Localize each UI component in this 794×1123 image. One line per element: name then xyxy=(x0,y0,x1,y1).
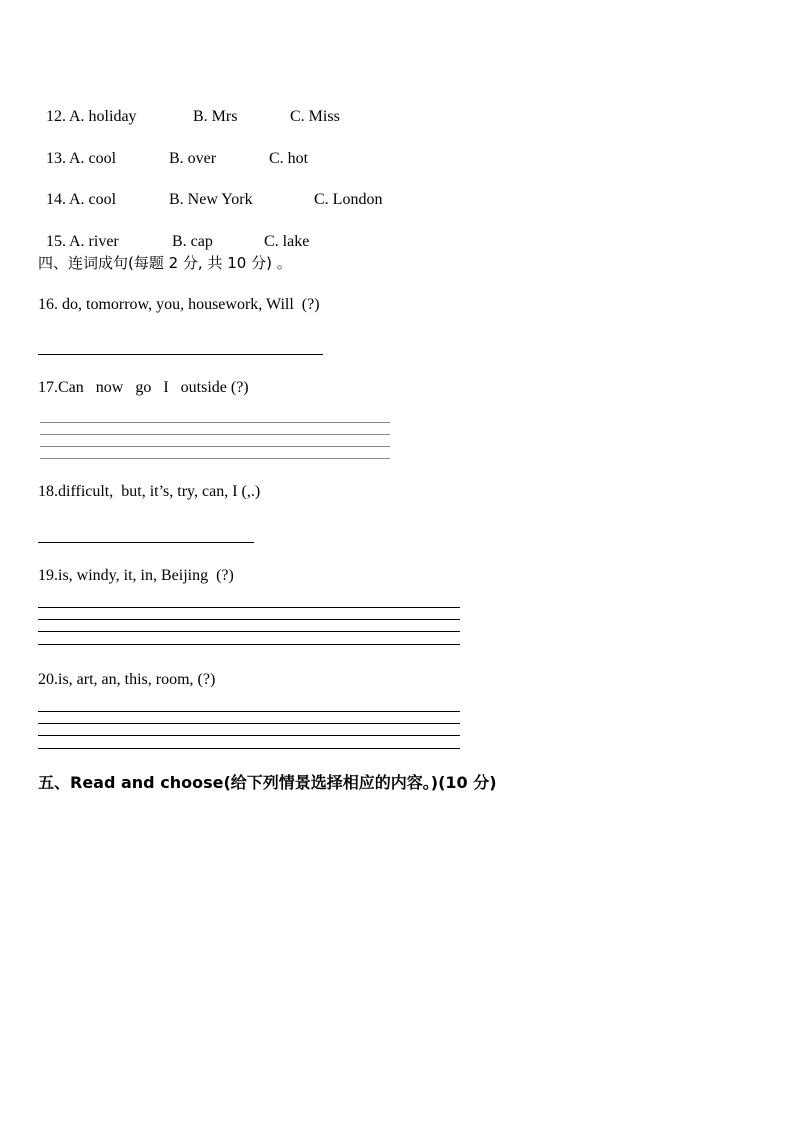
question-15 xyxy=(38,212,309,252)
question-number: 14. xyxy=(46,191,66,208)
question-17: 17.Can now go I outside (?) xyxy=(38,379,249,396)
option-c: C. Miss xyxy=(290,108,340,125)
answer-line xyxy=(38,619,460,620)
answer-line xyxy=(38,723,460,724)
answer-line xyxy=(38,735,460,736)
option-b: B. Mrs xyxy=(193,108,238,125)
question-13 xyxy=(38,129,308,169)
question-14 xyxy=(38,170,382,210)
option-b: B. over xyxy=(169,150,217,167)
question-20: 20.is, art, an, this, room, (?) xyxy=(38,671,216,688)
question-12 xyxy=(38,87,340,127)
option-c: C. London xyxy=(314,191,383,208)
option-b: B. New York xyxy=(169,191,253,208)
option-a: A. holiday xyxy=(69,108,137,125)
section-4-title: 四、连词成句(每题 2 分, 共 10 分) 。 xyxy=(38,254,292,272)
option-c: C. hot xyxy=(269,150,309,167)
question-number: 12. xyxy=(46,108,66,125)
answer-line xyxy=(40,446,390,447)
answer-line xyxy=(38,748,460,749)
option-a: A. river xyxy=(69,233,119,250)
answer-line xyxy=(38,644,460,645)
question-16: 16. do, tomorrow, you, housework, Will (?) xyxy=(38,296,320,313)
option-a: A. cool xyxy=(69,191,117,208)
answer-line xyxy=(38,711,460,712)
answer-line xyxy=(38,542,254,543)
question-number: 13. xyxy=(46,150,66,167)
answer-line xyxy=(40,458,390,459)
section-5-title: 五、Read and choose(给下列情景选择相应的内容。)(10 分) xyxy=(38,773,497,792)
option-c: C. lake xyxy=(264,233,310,250)
option-b: B. cap xyxy=(172,233,213,250)
answer-line xyxy=(38,631,460,632)
question-19: 19.is, windy, it, in, Beijing (?) xyxy=(38,567,234,584)
answer-line xyxy=(38,354,323,355)
question-18: 18.difficult, but, it’s, try, can, I (,.) xyxy=(38,483,261,500)
option-a: A. cool xyxy=(69,150,117,167)
question-number: 15. xyxy=(46,233,66,250)
answer-line xyxy=(40,434,390,435)
answer-line xyxy=(38,607,460,608)
answer-line xyxy=(40,422,390,423)
